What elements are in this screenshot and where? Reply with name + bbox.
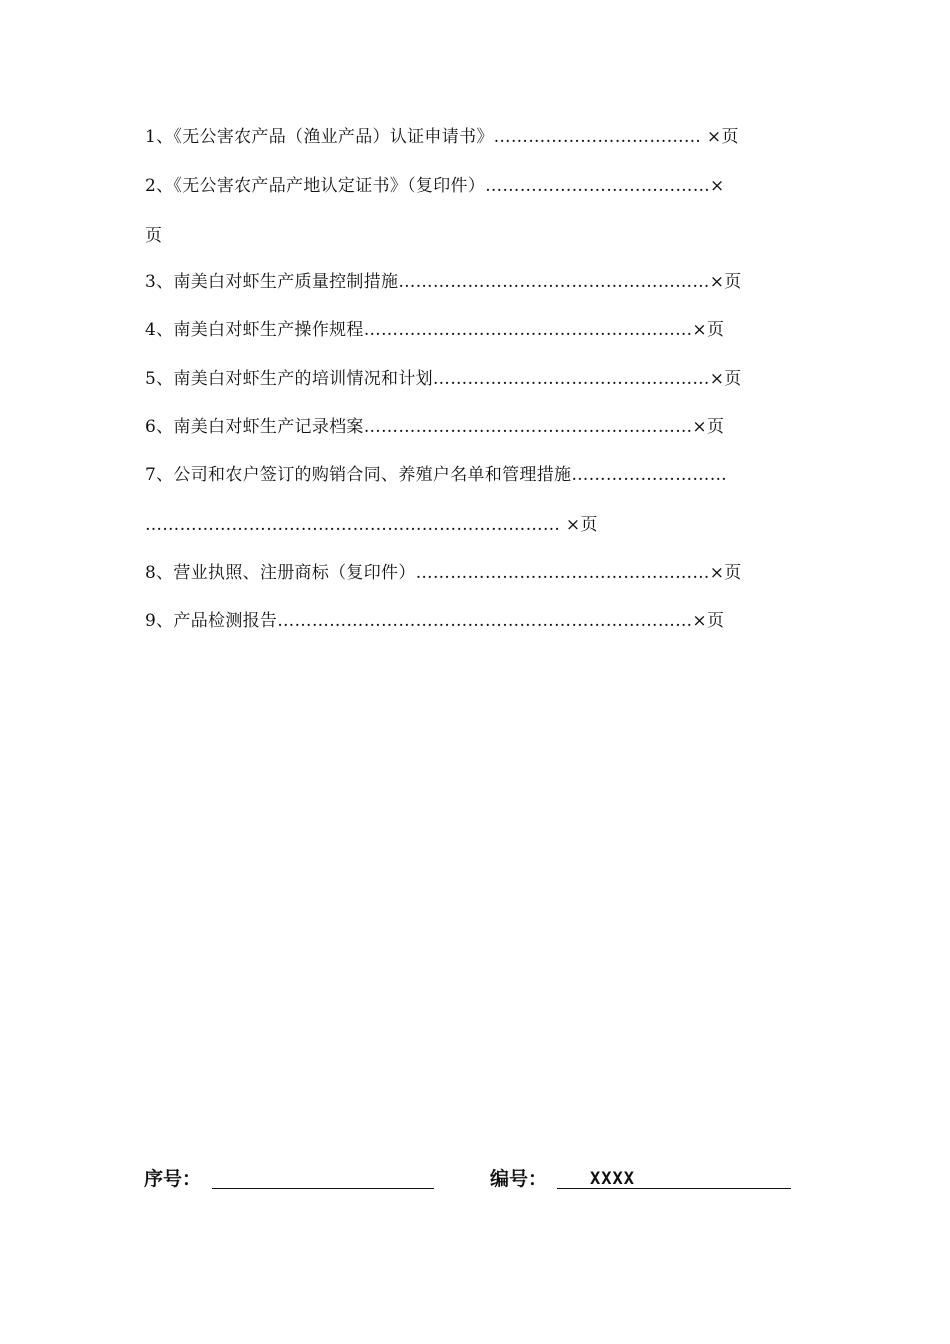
toc-item-2-continuation: 页 [145,226,163,246]
toc-item-9: 9、产品检测报告………………………………………………………………×页 [145,611,725,631]
toc-item-2: 2、《无公害农产品产地认定证书》（复印件）…………………………………× [145,176,725,196]
toc-item-8: 8、营业执照、注册商标（复印件）……………………………………………×页 [145,563,742,583]
toc-item-7: 7、公司和农户签订的购销合同、养殖户名单和管理措施……………………… [145,465,728,485]
toc-item-7-continuation: ……………………………………………………………… ×页 [145,515,598,535]
toc-item-3: 3、南美白对虾生产质量控制措施………………………………………………×页 [145,272,742,292]
serial-underline [212,1188,434,1189]
toc-item-4: 4、南美白对虾生产操作规程…………………………………………………×页 [145,320,725,340]
number-value: XXXX [590,1169,635,1189]
toc-item-1: 1、《无公害农产品（渔业产品）认证申请书》……………………………… ×页 [145,127,739,147]
toc-item-6: 6、南美白对虾生产记录档案…………………………………………………×页 [145,417,725,437]
serial-label: 序号： [144,1168,202,1190]
document-footer [0,1164,950,1198]
number-label: 编号： [490,1168,548,1190]
toc-item-5: 5、南美白对虾生产的培训情况和计划…………………………………………×页 [145,369,742,389]
